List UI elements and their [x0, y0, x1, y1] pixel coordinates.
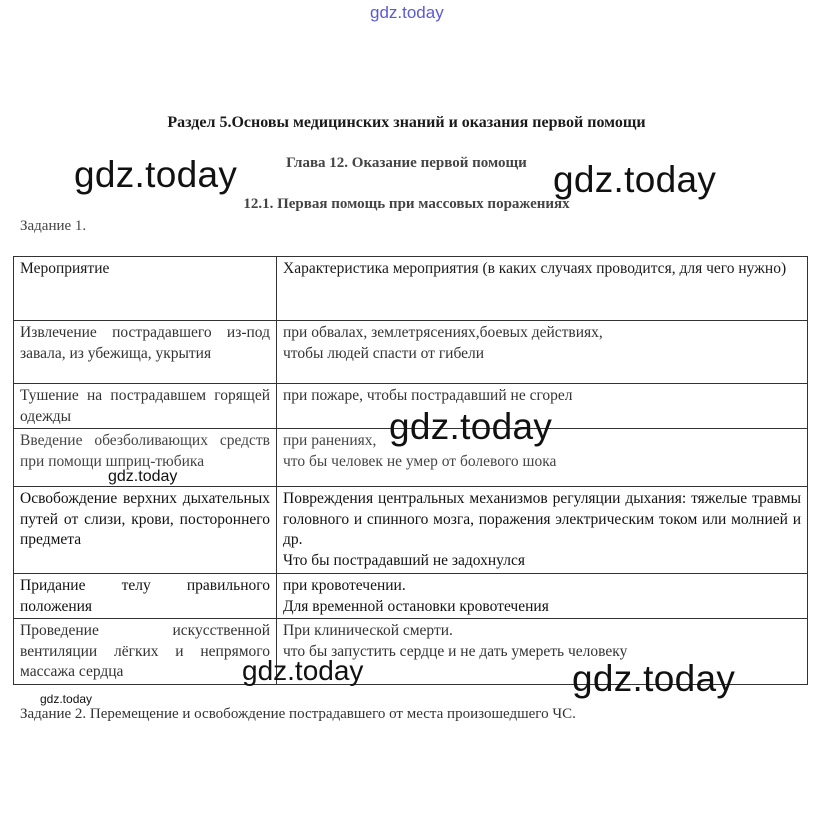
characteristic-line: Для временной остановки кровотечения: [283, 597, 549, 615]
characteristic-line: что бы запустить сердце и не дать умереть человеку: [283, 642, 628, 660]
characteristic-line: при кровотечении.: [283, 577, 406, 594]
watermark-center: gdz.today: [389, 406, 553, 447]
header-cell-measure: Мероприятие: [14, 257, 277, 321]
table-row: [14, 487, 808, 574]
measure-cell: Введение обезболивающих средств при помощи шприц-тюбика: [14, 429, 277, 487]
characteristic-line: при пожаре, чтобы пострадавший не сгорел: [283, 387, 573, 404]
measure-cell: Придание телу правильного положения: [14, 574, 277, 619]
characteristic-line: чтобы людей спасти от гибели: [283, 344, 485, 362]
watermark-left-upper: gdz.today: [74, 154, 238, 195]
watermark-bottom-tiny: gdz.today: [40, 692, 93, 706]
watermark-right-upper: gdz.today: [553, 159, 717, 200]
characteristic-cell: [277, 487, 808, 574]
characteristic-line: Повреждения центральных механизмов регуляции дыхания: тяжелые травмы головного и спинного мозга, поражения электрическим током или молнией и др.: [283, 490, 801, 548]
watermark-top: gdz.today: [370, 3, 444, 22]
characteristic-line: при обвалах, землетрясениях,боевых действиях,: [283, 324, 603, 341]
subsection-title: 12.1. Первая помощь при массовых поражениях: [243, 196, 570, 212]
measure-cell: Тушение на пострадавшем горящей одежды: [14, 384, 277, 429]
watermark-lower-right: gdz.today: [572, 658, 736, 699]
characteristic-line: что бы человек не умер от болевого шока: [283, 452, 557, 470]
characteristic-line: при ранениях,: [283, 432, 377, 449]
table-row: [14, 321, 808, 384]
characteristic-cell: [277, 321, 808, 384]
measure-cell: Проведение искусственной вентиляции лёгких и непрямого массажа сердца: [14, 619, 277, 685]
characteristic-line: Что бы пострадавший не задохнулся: [283, 551, 525, 569]
characteristic-cell: [277, 574, 808, 619]
task2-label: Задание 2. Перемещение и освобождение пострадавшего от места произошедшего ЧС.: [20, 706, 576, 722]
measure-cell: Извлечение пострадавшего из-под завала, из убежища, укрытия: [14, 321, 277, 384]
characteristic-line: При клинической смерти.: [283, 622, 453, 639]
section-title: Раздел 5.Основы медицинских знаний и оказания первой помощи: [167, 114, 646, 131]
table-header-row: [14, 257, 808, 321]
watermark-lower-left: gdz.today: [242, 655, 364, 686]
measure-cell: Освобождение верхних дыхательных путей от слизи, крови, постороннего предмета: [14, 487, 277, 574]
task1-label: Задание 1.: [20, 218, 87, 234]
watermark-small-left: gdz.today: [108, 468, 178, 485]
table-row: [14, 574, 808, 619]
chapter-title: Глава 12. Оказание первой помощи: [286, 155, 527, 171]
header-cell-characteristic: Характеристика мероприятия (в каких случаях проводится, для чего нужно): [277, 257, 808, 321]
